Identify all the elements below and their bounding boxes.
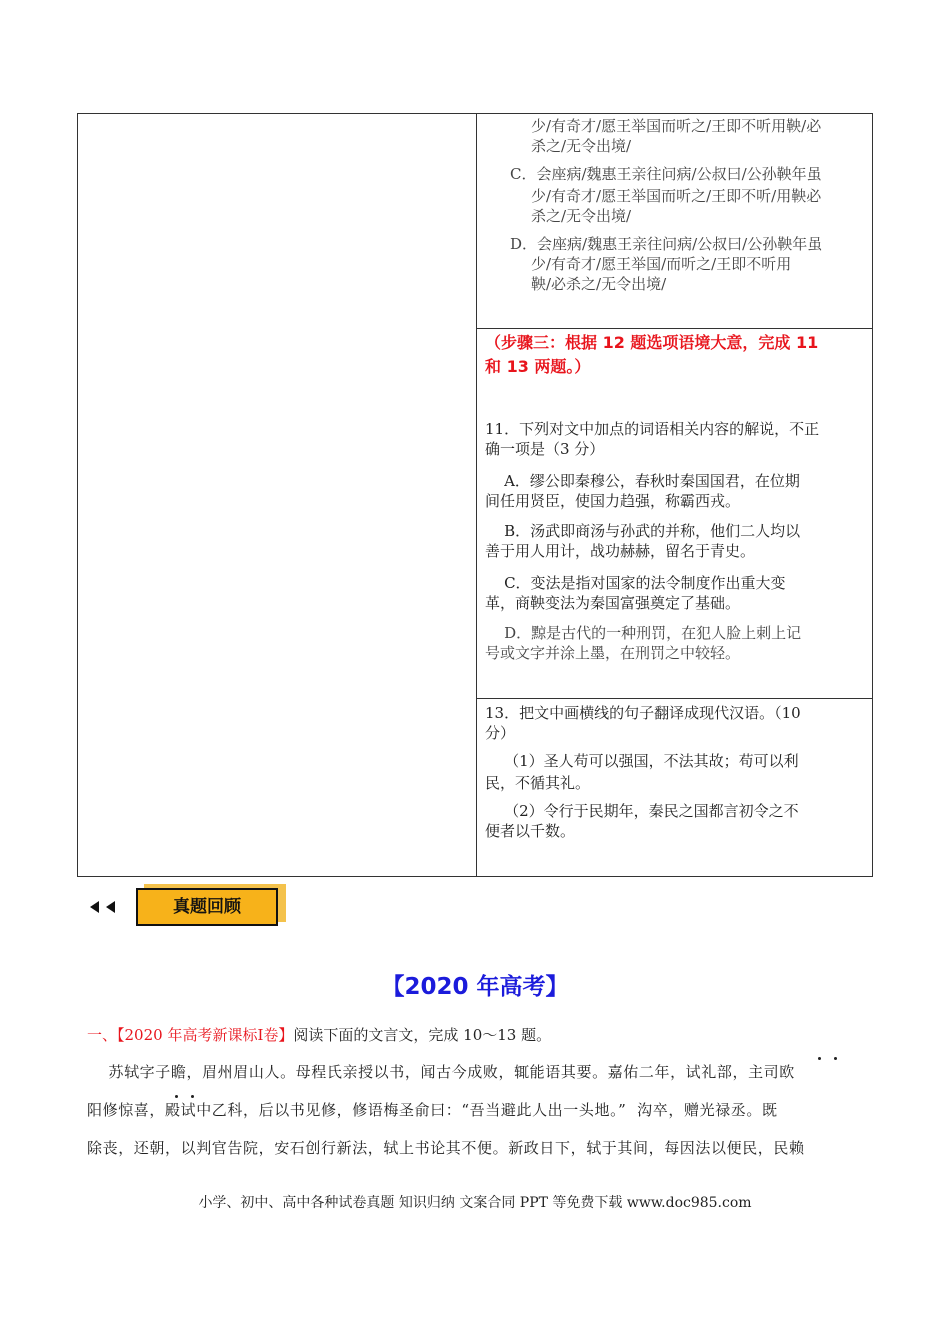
question-13-stem: 分）: [485, 724, 516, 742]
q11-option-b: 善于用人用计，战功赫赫，留名于青史。: [485, 542, 756, 560]
option-d-line: D．会座病/魏惠王亲往问病/公叔曰/公孙鞅年虽: [510, 235, 823, 253]
emphasis-dot: [191, 1095, 194, 1098]
arrow-left-icon: [106, 901, 115, 913]
question-13-stem: 13．把文中画横线的句子翻译成现代汉语。（10: [485, 704, 801, 722]
q11-option-d: 号或文字并涂上墨，在刑罚之中较轻。: [485, 644, 741, 662]
q13-sentence-1: （1）圣人苟可以强国，不法其故；苟可以利: [485, 752, 799, 770]
option-d-line: 少/有奇才/愿王举国/而听之/王即不听用: [531, 255, 792, 273]
question-prefix: 一、: [87, 1026, 118, 1044]
section-heading: 【2020 年高考】: [381, 974, 569, 1000]
step-instruction: 和 13 两题。）: [485, 357, 591, 376]
passage-line: 阳修惊喜，殿试中乙科，后以书见修，修语梅圣俞曰：“吾当避此人出一头地。” 沟卒，赠光禄丞。既: [87, 1101, 778, 1119]
q13-sentence-1: 民，不循其礼。: [485, 774, 591, 792]
option-d-line: 鞅/必杀之/无令出境/: [531, 275, 667, 293]
page-footer: 小学、初中、高中各种试卷真题 知识归纳 文案合同 PPT 等免费下载 www.doc985.com: [198, 1195, 752, 1211]
emphasis-dot: [818, 1057, 821, 1060]
option-b-line: 杀之/无令出境/: [531, 137, 632, 155]
banner-label: 真题回顾: [136, 888, 278, 926]
option-c-line: C．会座病/魏惠王亲往问病/公叔曰/公孙鞅年虽: [510, 165, 822, 183]
arrow-left-icon: [90, 901, 99, 913]
table-left-column: [78, 114, 477, 876]
question-11-stem: 确一项是（3 分）: [485, 440, 605, 458]
q13-sentence-2: （2）令行于民期年，秦民之国都言初令之不: [485, 802, 799, 820]
emphasis-dot: [175, 1095, 178, 1098]
q11-option-a: A．缪公即秦穆公，春秋时秦国国君，在位期: [485, 472, 800, 490]
q11-option-a: 间任用贤臣，使国力趋强，称霸西戎。: [485, 492, 741, 510]
q11-option-b: B．汤武即商汤与孙武的并称，他们二人均以: [485, 522, 801, 540]
option-c-line: 少/有奇才/愿王举国而听之/王即不听/用鞅必: [531, 187, 822, 205]
passage-line: 苏轼字子瞻，眉州眉山人。母程氏亲授以书，闻古今成败，辄能语其要。嘉佑二年，试礼部，主司欧: [87, 1063, 795, 1081]
question-table: [77, 113, 873, 877]
exam-source-tag: 【2020 年高考新课标Ⅰ卷】: [117, 1026, 294, 1044]
step-instruction: （步骤三：根据 12 题选项语境大意，完成 11: [485, 333, 819, 352]
step-three-cell: [477, 329, 873, 699]
q13-sentence-2: 便者以千数。: [485, 822, 576, 840]
option-b-line: 少/有奇才/愿王举国而听之/王即不听用鞅/必: [531, 117, 822, 135]
options-cell: [477, 114, 873, 329]
q11-option-c: 革，商鞅变法为秦国富强奠定了基础。: [485, 594, 741, 612]
option-c-line: 杀之/无令出境/: [531, 207, 632, 225]
emphasis-dot: [834, 1057, 837, 1060]
question-instruction: 阅读下面的文言文，完成 10～13 题。: [293, 1026, 552, 1044]
question-11-stem: 11．下列对文中加点的词语相关内容的解说，不正: [485, 420, 820, 438]
section-banner: [88, 884, 288, 930]
q11-option-d: D．黥是古代的一种刑罚，在犯人脸上刺上记: [485, 624, 802, 642]
question-title: [87, 1025, 551, 1045]
passage-line: 除丧，还朝，以判官告院，安石创行新法，轼上书论其不便。新政日下，轼于其间，每因法以便民，民赖: [87, 1139, 805, 1157]
question-13-cell: [477, 699, 873, 877]
q11-option-c: C．变法是指对国家的法令制度作出重大变: [485, 574, 786, 592]
